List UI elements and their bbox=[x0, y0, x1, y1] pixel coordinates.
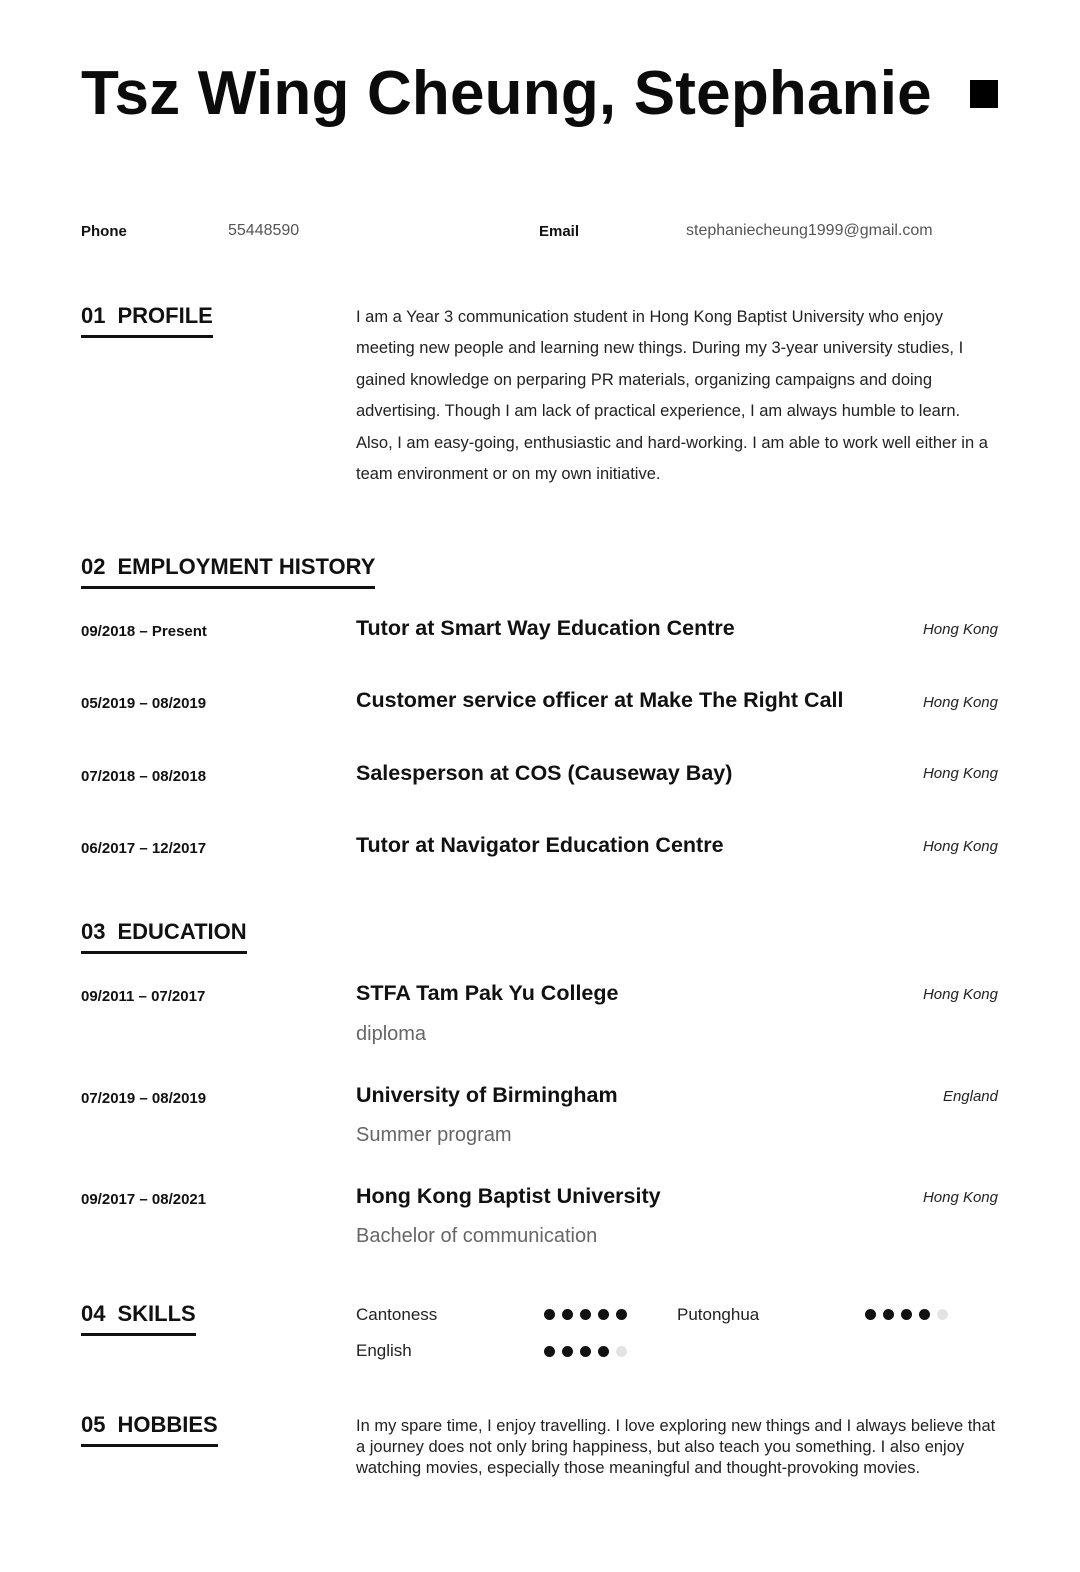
entry-location: Hong Kong bbox=[922, 621, 998, 638]
skill-name: English bbox=[356, 1341, 412, 1360]
entry-subtitle: diploma bbox=[356, 1023, 427, 1045]
rating-dot-filled bbox=[580, 1346, 591, 1357]
entry-date: 05/2019 – 08/2019 bbox=[81, 695, 207, 712]
resume-name: Tsz Wing Cheung, Stephanie bbox=[81, 59, 932, 128]
skill-rating bbox=[544, 1346, 627, 1357]
rating-dot-empty bbox=[616, 1346, 627, 1357]
section-title-employment bbox=[81, 554, 375, 589]
skill-rating bbox=[865, 1309, 948, 1320]
section-label: SKILLS bbox=[117, 1301, 196, 1326]
rating-dot-filled bbox=[919, 1309, 930, 1320]
entry-title: Tutor at Smart Way Education Centre bbox=[356, 616, 735, 640]
entry-location: Hong Kong bbox=[922, 986, 998, 1003]
entry-title: Salesperson at COS (Causeway Bay) bbox=[356, 761, 733, 785]
entry-location: Hong Kong bbox=[922, 838, 998, 855]
entry-subtitle: Summer program bbox=[356, 1124, 512, 1146]
section-number: 03 bbox=[81, 919, 106, 944]
entry-date: 07/2019 – 08/2019 bbox=[81, 1090, 207, 1107]
section-number: 04 bbox=[81, 1301, 106, 1326]
entry-title: University of Birmingham bbox=[356, 1083, 618, 1107]
profile-text: I am a Year 3 communication student in Hong Kong Baptist University who enjoy meeting new people and learning new things. During my 3-year university studies, I gained knowledge on perparing PR materials, organizing campaigns and doing advertising. Though I am lack of practical experience, I am always humble to learn. Also, I am easy-going, enthusiastic and hard-working. I am able to work well either in a team environment or on my own initiative. bbox=[356, 308, 988, 484]
section-title-hobbies bbox=[81, 1412, 218, 1447]
entry-title: Tutor at Navigator Education Centre bbox=[356, 833, 724, 857]
email-label: Email bbox=[539, 223, 580, 240]
entry-title: Customer service officer at Make The Right Call bbox=[356, 688, 844, 712]
rating-dot-filled bbox=[544, 1346, 555, 1357]
rating-dot-filled bbox=[580, 1309, 591, 1320]
entry-subtitle: Bachelor of communication bbox=[356, 1225, 598, 1247]
entry-location: Hong Kong bbox=[922, 765, 998, 782]
skill-name: Putonghua bbox=[677, 1305, 760, 1324]
section-title-skills bbox=[81, 1301, 196, 1336]
rating-dot-filled bbox=[616, 1309, 627, 1320]
rating-dot-filled bbox=[598, 1346, 609, 1357]
entry-location: England bbox=[942, 1088, 998, 1105]
rating-dot-filled bbox=[562, 1309, 573, 1320]
rating-dot-filled bbox=[901, 1309, 912, 1320]
skill-name: Cantoness bbox=[356, 1305, 438, 1324]
section-number: 05 bbox=[81, 1412, 106, 1437]
section-label: EDUCATION bbox=[117, 919, 247, 944]
phone-value: 55448590 bbox=[228, 222, 300, 239]
entry-date: 06/2017 – 12/2017 bbox=[81, 840, 207, 857]
section-title-profile bbox=[81, 303, 213, 338]
section-title-education bbox=[81, 919, 247, 954]
phone-label: Phone bbox=[81, 223, 127, 240]
entry-title: STFA Tam Pak Yu College bbox=[356, 981, 619, 1005]
section-label: PROFILE bbox=[117, 303, 213, 328]
entry-location: Hong Kong bbox=[922, 694, 998, 711]
section-label: HOBBIES bbox=[117, 1412, 218, 1437]
entry-date: 07/2018 – 08/2018 bbox=[81, 768, 207, 785]
square-decoration-icon bbox=[970, 80, 998, 108]
email-value: stephaniecheung1999@gmail.com bbox=[686, 222, 933, 239]
entry-location: Hong Kong bbox=[922, 1189, 998, 1206]
entry-title: Hong Kong Baptist University bbox=[356, 1184, 661, 1208]
rating-dot-filled bbox=[883, 1309, 894, 1320]
entry-date: 09/2017 – 08/2021 bbox=[81, 1191, 207, 1208]
skill-rating bbox=[544, 1309, 627, 1320]
hobbies-text: In my spare time, I enjoy travelling. I love exploring new things and I always believe that a journey does not only bring happiness, but also teach you something. I also enjoy watching movies, especially those meaningful and thought-provoking movies. bbox=[356, 1417, 996, 1477]
section-label: EMPLOYMENT HISTORY bbox=[117, 554, 376, 579]
rating-dot-filled bbox=[562, 1346, 573, 1357]
rating-dot-filled bbox=[598, 1309, 609, 1320]
section-number: 02 bbox=[81, 554, 106, 579]
rating-dot-filled bbox=[865, 1309, 876, 1320]
rating-dot-empty bbox=[937, 1309, 948, 1320]
entry-date: 09/2018 – Present bbox=[81, 623, 207, 640]
section-number: 01 bbox=[81, 303, 106, 328]
rating-dot-filled bbox=[544, 1309, 555, 1320]
entry-date: 09/2011 – 07/2017 bbox=[81, 988, 206, 1005]
